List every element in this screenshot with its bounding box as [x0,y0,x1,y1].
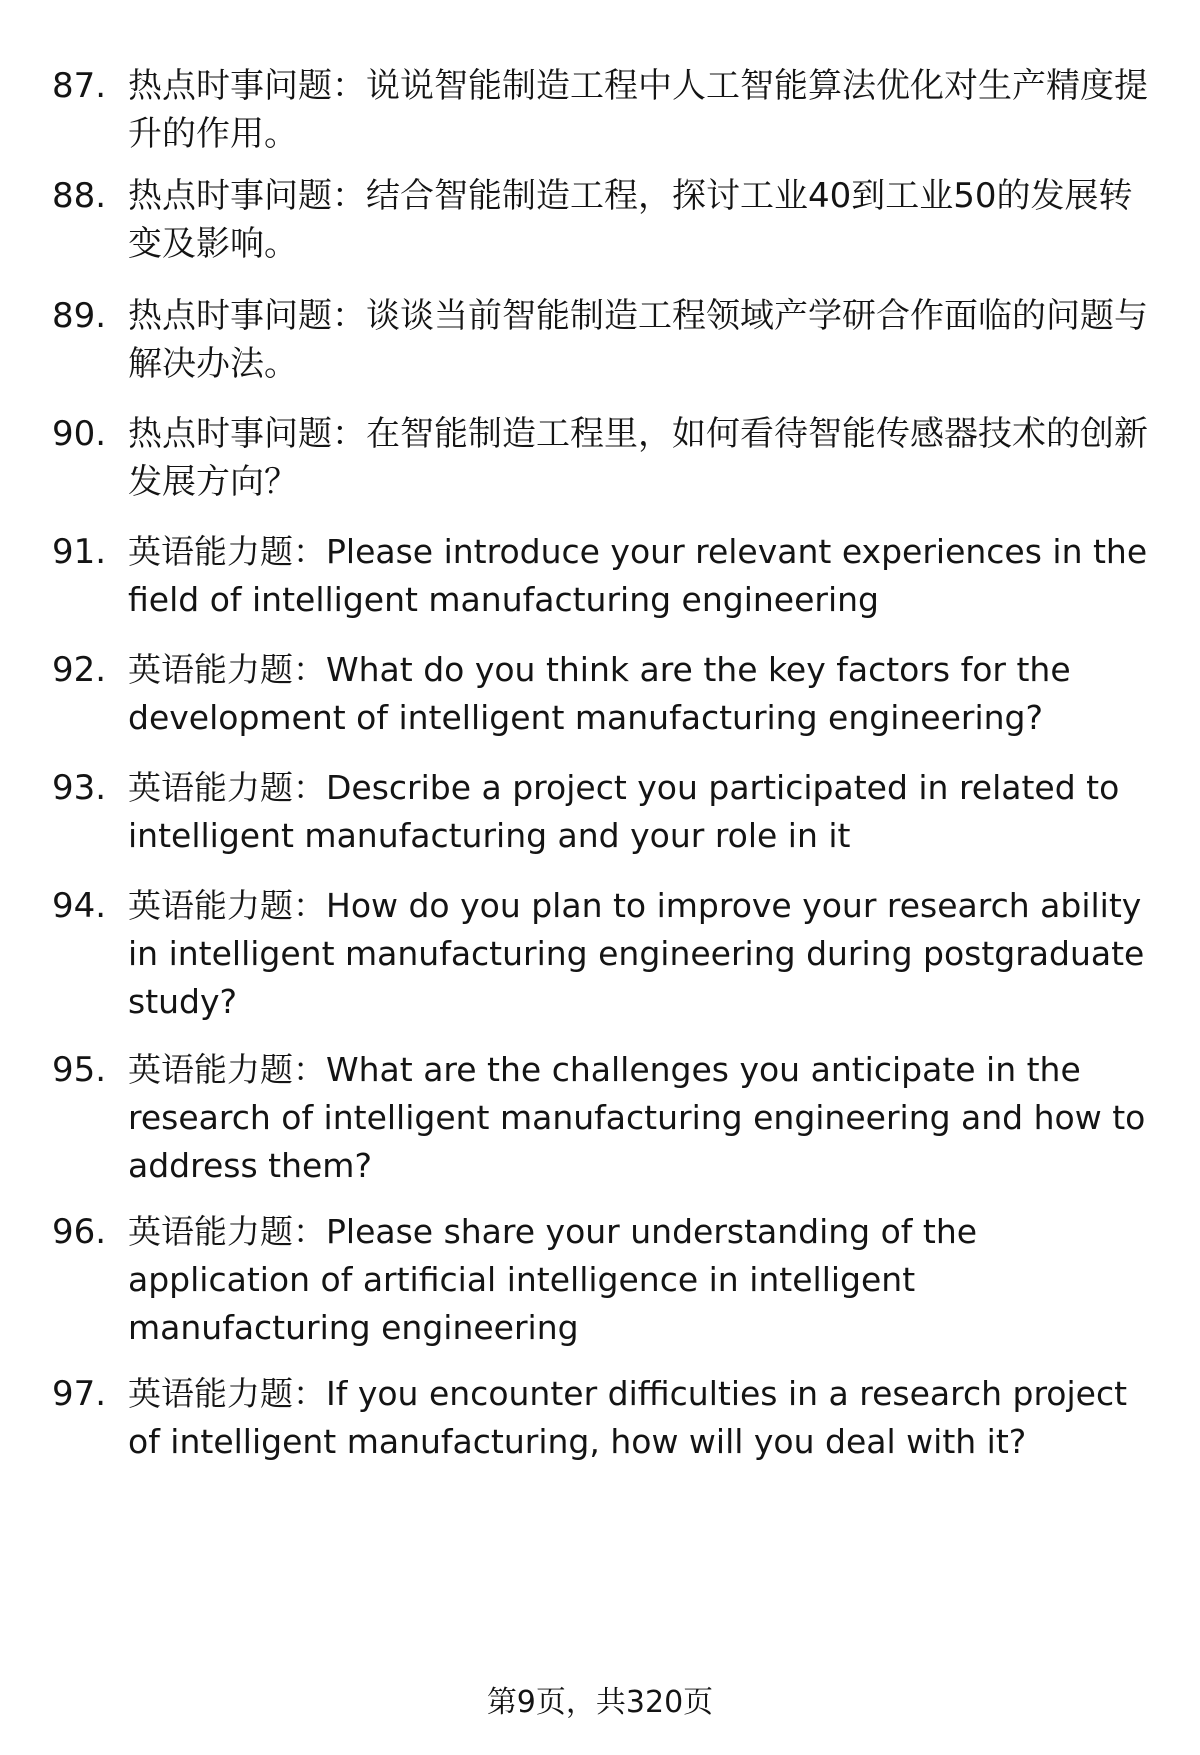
question-number: 94. [52,886,107,926]
question-text: 热点时事问题：结合智能制造工程，探讨工业40到工业50的发展转变及影响。 [128,176,1133,264]
question-number: 97. [52,1374,107,1414]
question-text: 英语能力题：What do you think are the key factors for the development of intelligent manufacturing engineering? [128,650,1071,737]
question-text: 热点时事问题：说说智能制造工程中人工智能算法优化对生产精度提升的作用。 [128,66,1148,154]
question-text: 热点时事问题：谈谈当前智能制造工程领域产学研合作面临的问题与解决办法。 [128,296,1148,384]
question-text: 英语能力题：What are the challenges you anticipate in the research of intelligent manufacturing engineering and how to address them? [128,1050,1146,1185]
question-number: 90. [52,414,107,454]
question-text: 热点时事问题：在智能制造工程里，如何看待智能传感器技术的创新发展方向？ [128,414,1148,502]
question-number: 88. [52,176,107,216]
question-number: 96. [52,1212,107,1252]
question-number: 87. [52,66,107,106]
question-text: 英语能力题：How do you plan to improve your research ability in intelligent manufacturing engineering during postgraduate study? [128,886,1145,1021]
question-text: 英语能力题：Please introduce your relevant experiences in the field of intelligent manufacturing engineering [128,532,1148,619]
question-number: 92. [52,650,107,690]
question-text: 英语能力题：If you encounter difficulties in a research project of intelligent manufacturing, how will you deal with it? [128,1374,1128,1461]
question-text: 英语能力题：Describe a project you participated in related to intelligent manufacturing and your role in it [128,768,1120,855]
question-text: 英语能力题：Please share your understanding of the application of artificial intelligence in intelligent manufacturing engineering [128,1212,978,1347]
question-number: 91. [52,532,107,572]
question-number: 95. [52,1050,107,1090]
question-number: 93. [52,768,107,808]
page-footer: 第9页，共320页 [486,1685,714,1720]
question-number: 89. [52,296,107,336]
